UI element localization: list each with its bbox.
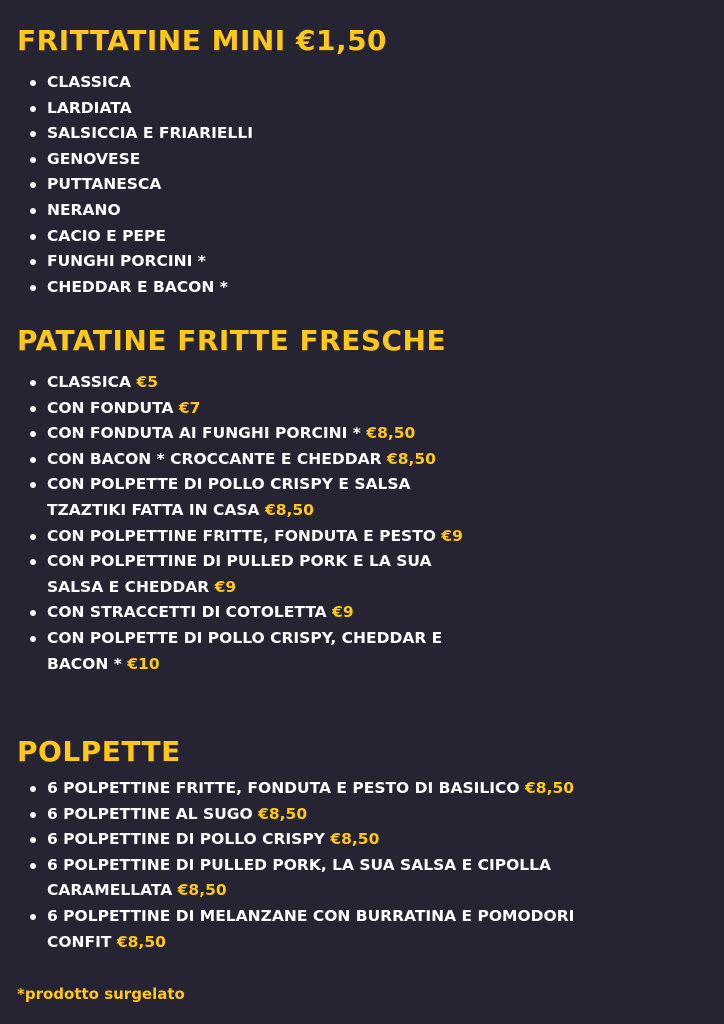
list-item bbox=[0, 172, 253, 198]
item-name: 6 POLPETTINE DI MELANZANE CON BURRATINA E POMODORI bbox=[47, 906, 575, 925]
list-item bbox=[0, 70, 253, 96]
bullet-icon bbox=[30, 234, 36, 240]
item-price: €8,50 bbox=[258, 804, 308, 823]
item-name: CLASSICA bbox=[47, 73, 132, 91]
item-name: GENOVESE bbox=[47, 149, 141, 168]
item-price: €8,50 bbox=[525, 779, 575, 797]
bullet-icon bbox=[30, 914, 36, 920]
bullet-icon bbox=[30, 863, 36, 869]
list-item bbox=[0, 904, 574, 955]
list-item bbox=[0, 472, 463, 523]
bullet-icon bbox=[30, 131, 36, 137]
item-price: €8,50 bbox=[116, 932, 166, 951]
footnote: *prodotto surgelato bbox=[17, 985, 185, 1003]
section-title-patatine: PATATINE FRITTE FRESCHE bbox=[17, 324, 447, 357]
bullet-icon bbox=[30, 559, 36, 565]
item-name-continued: CARAMELLATA bbox=[47, 881, 173, 900]
bullet-icon bbox=[30, 636, 36, 642]
list-item bbox=[0, 224, 253, 250]
item-name: CON FONDUTA AI FUNGHI PORCINI * bbox=[47, 424, 361, 443]
bullet-icon bbox=[30, 157, 36, 163]
list-item bbox=[0, 524, 463, 550]
list-item bbox=[0, 853, 574, 904]
item-name: 6 POLPETTINE DI PULLED PORK, LA SUA SALSA E CIPOLLA bbox=[47, 855, 552, 874]
list-item bbox=[0, 802, 574, 828]
bullet-icon bbox=[30, 786, 36, 792]
item-name: CON POLPETTE DI POLLO CRISPY E SALSA bbox=[47, 475, 411, 494]
item-price: €8,50 bbox=[386, 449, 436, 468]
item-price: €8,50 bbox=[366, 424, 416, 443]
list-item bbox=[0, 147, 253, 173]
item-name-continued: TZAZTIKI FATTA IN CASA bbox=[47, 500, 260, 519]
item-price: €9 bbox=[441, 526, 463, 545]
item-name: NERANO bbox=[47, 200, 121, 219]
bullet-icon bbox=[30, 182, 36, 188]
item-name: PUTTANESCA bbox=[47, 175, 162, 194]
item-name-continued: CONFIT bbox=[47, 932, 112, 951]
bullet-icon bbox=[30, 482, 36, 488]
item-price: €8,50 bbox=[177, 881, 227, 900]
list-item bbox=[0, 275, 253, 301]
item-price: €8,50 bbox=[330, 830, 380, 849]
bullet-icon bbox=[30, 285, 36, 291]
list-item bbox=[0, 827, 574, 853]
list-item bbox=[0, 421, 463, 447]
bullet-icon bbox=[30, 610, 36, 616]
polpette-list bbox=[0, 776, 574, 955]
bullet-icon bbox=[30, 837, 36, 843]
list-item bbox=[0, 370, 463, 396]
list-item bbox=[0, 121, 253, 147]
item-price: €10 bbox=[127, 654, 160, 673]
item-name: CON STRACCETTI DI COTOLETTA bbox=[47, 603, 327, 622]
list-item bbox=[0, 96, 253, 122]
item-name-continued: SALSA E CHEDDAR bbox=[47, 577, 210, 596]
bullet-icon bbox=[30, 106, 36, 112]
bullet-icon bbox=[30, 406, 36, 412]
list-item bbox=[0, 447, 463, 473]
item-name: CON POLPETTE DI POLLO CRISPY, CHEDDAR E bbox=[47, 628, 443, 647]
patatine-list bbox=[0, 370, 463, 677]
item-name: LARDIATA bbox=[47, 98, 132, 117]
item-price: €8,50 bbox=[264, 500, 314, 519]
bullet-icon bbox=[30, 380, 36, 386]
item-name: 6 POLPETTINE AL SUGO bbox=[47, 804, 253, 823]
bullet-icon bbox=[30, 457, 36, 463]
bullet-icon bbox=[30, 812, 36, 818]
bullet-icon bbox=[30, 431, 36, 437]
bullet-icon bbox=[30, 534, 36, 540]
section-title-polpette: POLPETTE bbox=[17, 735, 181, 768]
list-item bbox=[0, 198, 253, 224]
bullet-icon bbox=[30, 259, 36, 265]
frittatine-list bbox=[0, 70, 253, 300]
item-price: €9 bbox=[332, 603, 354, 622]
list-item bbox=[0, 600, 463, 626]
item-price: €9 bbox=[214, 577, 237, 596]
item-name: 6 POLPETTINE DI POLLO CRISPY bbox=[47, 830, 325, 849]
list-item bbox=[0, 249, 253, 275]
list-item bbox=[0, 626, 463, 677]
item-name-continued: BACON * bbox=[47, 654, 122, 673]
section-title-frittatine: FRITTATINE MINI €1,50 bbox=[17, 24, 388, 57]
item-name: CON POLPETTINE FRITTE, FONDUTA E PESTO bbox=[47, 526, 436, 545]
item-name: CON FONDUTA bbox=[47, 398, 174, 417]
item-name: CLASSICA bbox=[47, 373, 132, 391]
item-name: SALSICCIA E FRIARIELLI bbox=[47, 124, 253, 143]
list-item bbox=[0, 549, 463, 600]
item-price: €5 bbox=[136, 373, 159, 391]
item-name: CON BACON * CROCCANTE E CHEDDAR bbox=[47, 449, 382, 468]
list-item bbox=[0, 396, 463, 422]
item-name: CHEDDAR E BACON * bbox=[47, 277, 228, 296]
item-name: 6 POLPETTINE FRITTE, FONDUTA E PESTO DI BASILICO bbox=[47, 779, 520, 797]
item-name: FUNGHI PORCINI * bbox=[47, 252, 206, 271]
bullet-icon bbox=[30, 208, 36, 214]
bullet-icon bbox=[30, 80, 36, 86]
item-name: CON POLPETTINE DI PULLED PORK E LA SUA bbox=[47, 552, 432, 571]
item-price: €7 bbox=[178, 398, 201, 417]
item-name: CACIO E PEPE bbox=[47, 226, 166, 245]
list-item bbox=[0, 776, 574, 802]
